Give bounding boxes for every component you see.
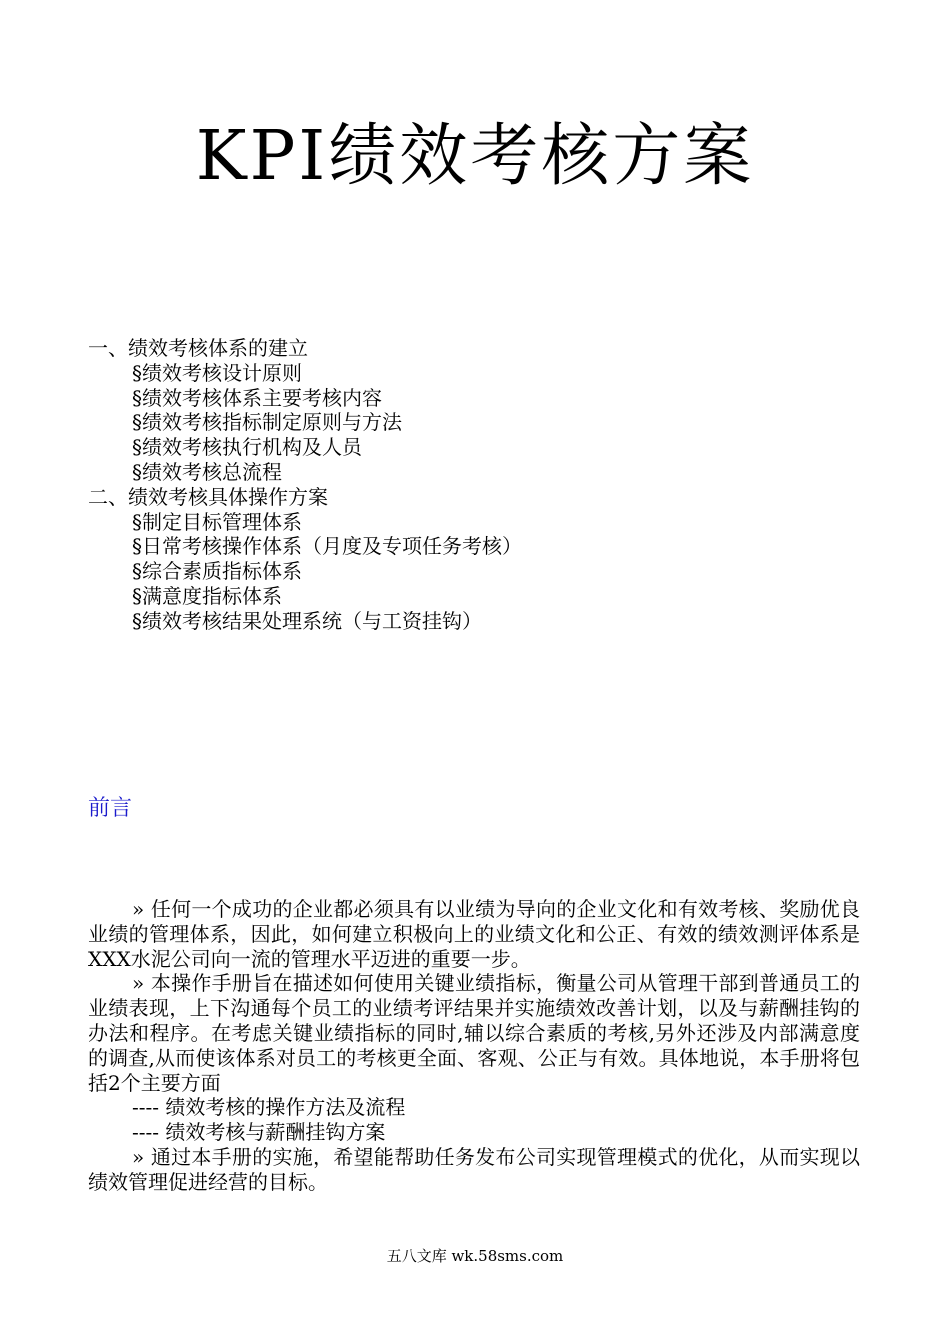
preface-dash-item: ---- 绩效考核的操作方法及流程 [132,1095,406,1120]
toc-item: §绩效考核总流程 [132,459,282,484]
preface-dash-item: ---- 绩效考核与薪酬挂钩方案 [132,1120,386,1145]
toc-item: §制定目标管理体系 [132,509,302,534]
preface-closing-paragraph: » 通过本手册的实施，希望能帮助任务发布公司实现管理模式的优化，从而实现以绩效管理促进经营的目标。 [88,1144,860,1194]
table-of-contents [88,336,868,634]
preface-heading: 前言 [88,796,133,821]
toc-item: §绩效考核执行机构及人员 [132,435,362,460]
toc-section-heading: 一、绩效考核体系的建立 [88,336,308,360]
toc-item: §综合素质指标体系 [132,559,302,584]
preface-paragraph: » 本操作手册旨在描述如何使用关键业绩指标，衡量公司从管理干部到普通员工的业绩表现，上下沟通每个员工的业绩考评结果并实施绩效改善计划，以及与薪酬挂钩的办法和程序。在考虑关键业绩指标的同时,辅以综合素质的考核,另外还涉及内部满意度的调查,从而使该体系对员工的考核更全面、客观、公正与有效。具体地说，本手册将包括2个主要方面 [88,971,860,1095]
document-title: KPI绩效考核方案 [195,117,755,196]
toc-item: §满意度指标体系 [132,583,282,608]
toc-item: §绩效考核结果处理系统（与工资挂钩） [132,608,482,633]
toc-item: §绩效考核指标制定原则与方法 [132,410,402,435]
toc-item: §日常考核操作体系（月度及专项任务考核） [132,534,522,559]
preface-paragraph: » 任何一个成功的企业都必须具有以业绩为导向的企业文化和有效考核、奖励优良业绩的管理体系，因此，如何建立积极向上的业绩文化和公正、有效的绩效测评体系是XXX水泥公司向一流的管理水平迈进的重要一步。 [88,897,860,971]
toc-item: §绩效考核设计原则 [132,360,302,385]
toc-section-heading: 二、绩效考核具体操作方案 [88,484,328,509]
page-footer: 五八文库 wk.58sms.com [386,1247,564,1265]
preface-body [88,897,860,1195]
toc-item: §绩效考核体系主要考核内容 [132,385,382,410]
